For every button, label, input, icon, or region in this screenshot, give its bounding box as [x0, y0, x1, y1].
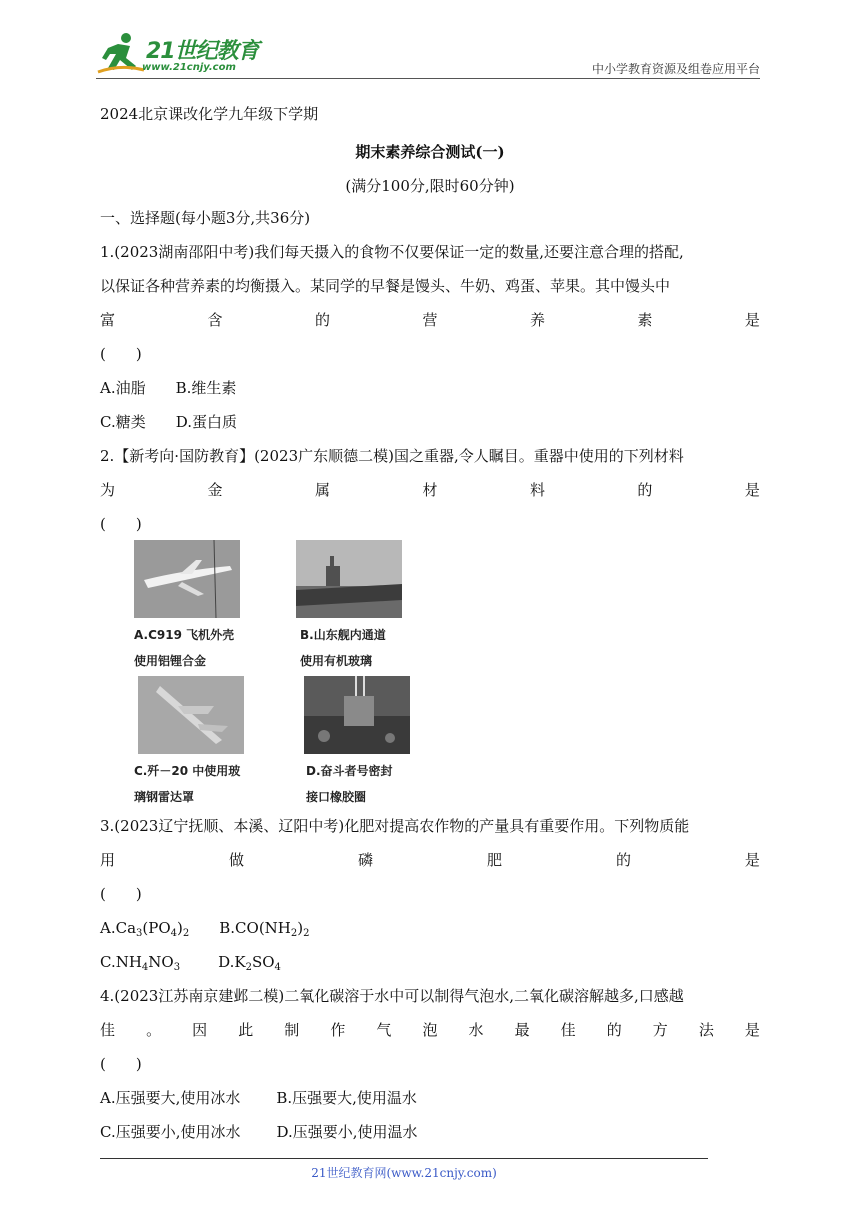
- section-heading: 一、选择题(每小题3分,共36分): [100, 209, 311, 227]
- platform-name: 中小学教育资源及组卷应用平台: [591, 62, 760, 76]
- q3-option-b: $B.CO(NH_2)_2$: [219, 919, 310, 939]
- q2-caption-b-line-1: B.山东舰内通道: [300, 628, 386, 642]
- q1-options-row-2: [100, 412, 760, 432]
- q4-options-row-1: [100, 1088, 760, 1108]
- runner-logo-icon: [96, 30, 146, 76]
- q1-option-a: A.油脂: [100, 379, 146, 397]
- q1-line-2: 以保证各种营养素的均衡摄入。某同学的早餐是馒头、牛奶、鸡蛋、苹果。其中馒头中: [100, 277, 671, 295]
- q3-option-c: $C.NH_4NO_3$: [100, 953, 181, 973]
- q4-line-2: 佳 。 因 此 制 作 气 泡 水 最 佳 的 方 法 是: [100, 1021, 760, 1039]
- q4-options-row-2: [100, 1122, 760, 1142]
- q2-caption-b-line-2: 使用有机玻璃: [300, 654, 373, 668]
- q1-line-1: 1.(2023湖南邵阳中考)我们每天摄入的食物不仅要保证一定的数量,还要注意合理的搭配,: [100, 243, 684, 261]
- q2-caption-d-line-1: D.奋斗者号密封: [306, 764, 393, 778]
- q2-caption-a-line-1: A.C919 飞机外壳: [134, 628, 235, 642]
- page-header: [96, 30, 760, 80]
- q3-options-row-2: [100, 952, 760, 978]
- header-divider: [96, 78, 760, 79]
- q2-answer-paren: ( ): [100, 515, 142, 533]
- carrier-photo: [296, 540, 402, 618]
- exam-info: (满分100分,限时60分钟): [345, 177, 515, 195]
- q4-answer-paren: ( ): [100, 1055, 142, 1073]
- q1-answer-paren: ( ): [100, 345, 142, 363]
- q3-line-2: 用 做 磷 肥 的 是: [100, 851, 760, 869]
- logo-text: 21世纪教育: [146, 39, 259, 64]
- logo-url: www.21cnjy.com: [142, 62, 236, 73]
- q3-options-row-1: [100, 918, 760, 944]
- q4-line-1: 4.(2023江苏南京建邺二模)二氧化碳溶于水中可以制得气泡水,二氧化碳溶解越多,口感越: [100, 987, 684, 1005]
- q3-answer-paren: ( ): [100, 885, 142, 903]
- footer-divider: [100, 1158, 708, 1159]
- exam-title: 期末素养综合测试(一): [355, 143, 505, 161]
- q1-option-c: C.糖类: [100, 413, 146, 431]
- q4-option-a: A.压强要大,使用冰水: [100, 1089, 241, 1107]
- q4-option-c: C.压强要小,使用冰水: [100, 1123, 241, 1141]
- q3-line-1: 3.(2023辽宁抚顺、本溪、辽阳中考)化肥对提高农作物的产量具有重要作用。下列物质能: [100, 817, 690, 835]
- q1-option-d: D.蛋白质: [175, 413, 237, 431]
- fighter-jet-photo: [138, 676, 244, 754]
- q3-option-a: $A.Ca_3(PO_4)_2$: [100, 919, 190, 939]
- q2-line-1: 2.【新考向·国防教育】(2023广东顺德二模)国之重器,令人瞩目。重器中使用的下列材料: [100, 447, 684, 465]
- aircraft-photo: [134, 540, 240, 618]
- footer-link[interactable]: 21世纪教育网(www.21cnjy.com): [311, 1166, 497, 1180]
- q1-options-row-1: [100, 378, 760, 398]
- q2-caption-c-line-1: C.歼－20 中使用玻: [134, 764, 241, 778]
- q3-option-d: $D.K_2SO_4$: [218, 953, 281, 973]
- submersible-photo: [304, 676, 410, 754]
- q2-line-2: 为 金 属 材 料 的 是: [100, 481, 760, 499]
- q4-option-b: B.压强要大,使用温水: [276, 1089, 417, 1107]
- q4-option-d: D.压强要小,使用温水: [276, 1123, 418, 1141]
- q1-option-b: B.维生素: [175, 379, 237, 397]
- q2-caption-a-line-2: 使用铝锂合金: [134, 654, 207, 668]
- q2-caption-c-line-2: 璃钢雷达罩: [134, 790, 195, 804]
- logo: [96, 30, 316, 78]
- q1-line-3: 富 含 的 营 养 素 是: [100, 311, 760, 329]
- course-title: 2024北京课改化学九年级下学期: [100, 105, 319, 123]
- q2-caption-d-line-2: 接口橡胶圈: [306, 790, 367, 804]
